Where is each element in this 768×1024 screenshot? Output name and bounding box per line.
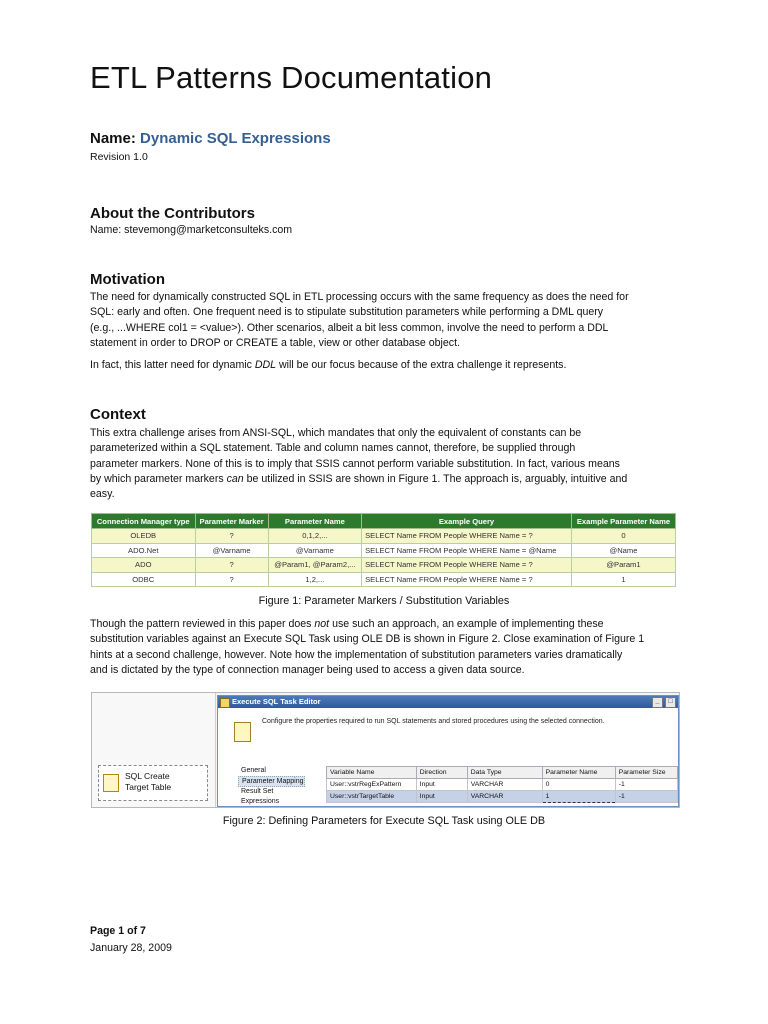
column-header: Connection Manager type <box>92 514 196 529</box>
grid-column-header[interactable]: Parameter Size <box>615 767 677 779</box>
column-header: Example Query <box>362 514 572 529</box>
table-cell: ODBC <box>92 572 196 587</box>
table-cell: ADO.Net <box>92 543 196 558</box>
figure2-caption: Figure 2: Defining Parameters for Execute SQL Task using OLE DB <box>222 815 546 827</box>
table-cell: 1 <box>571 572 675 587</box>
pattern-name: Dynamic SQL Expressions <box>140 130 331 147</box>
text-run: use such an approach, an example of implementing these <box>329 618 604 630</box>
table-cell: ? <box>195 558 268 573</box>
text-run: will be our focus because of the extra challenge it represents. <box>276 359 567 371</box>
motivation-line: (e.g., ...WHERE col1 = <value>). Other scenarios, albeit a bit less common, involve the need to perform a DDL <box>90 321 609 334</box>
contributors-heading: About the Contributors <box>90 205 255 222</box>
text-run: In fact, this latter need for dynamic <box>90 359 255 371</box>
window-buttons <box>652 697 676 708</box>
table-cell: SELECT Name FROM People WHERE Name = @Name <box>362 543 572 558</box>
motivation-line: The need for dynamically constructed SQL in ETL processing occurs with the same frequency as does the need for <box>90 291 629 303</box>
context-line: parameterized within a SQL statement. Table and column names cannot, therefore, be supplied through <box>90 442 576 455</box>
grid-cell[interactable]: 1 <box>542 791 615 803</box>
motivation-line: statement in order to DROP or CREATE a table, view or other database object. <box>90 336 460 349</box>
figure1-caption: Figure 1: Parameter Markers / Substitution Variables <box>258 595 510 607</box>
footer-date: January 28, 2009 <box>90 942 172 954</box>
sql-task-box[interactable] <box>98 765 208 801</box>
parameter-mapping-grid <box>326 766 678 803</box>
maximize-icon[interactable]: □ <box>665 697 676 708</box>
nav-item-expressions[interactable]: Expressions <box>241 797 280 805</box>
motivation-line: SQL: early and often. One frequent need is to stipulate substitution parameters while performing a DML query <box>90 306 604 319</box>
revision: Revision 1.0 <box>90 151 148 163</box>
pattern-line: and is dictated by the type of connection manager being used to access a given data source. <box>90 663 525 676</box>
nav-item-parameter-mapping[interactable]: Parameter Mapping <box>238 776 305 788</box>
table-cell: 1,2,... <box>268 572 361 587</box>
grid-cell[interactable]: Input <box>416 791 467 803</box>
dialog-app-icon <box>220 698 230 708</box>
context-line: parameter markers. None of this is to imply that SSIS cannot perform variable substitution. In fact, various means <box>90 457 620 470</box>
motivation-paragraph-1 <box>90 290 680 351</box>
execute-sql-task-screenshot <box>91 692 680 808</box>
table-cell: @Name <box>571 543 675 558</box>
table-cell: @Varname <box>195 543 268 558</box>
table-cell: 0 <box>571 529 675 544</box>
nav-item-general[interactable]: General <box>241 767 266 774</box>
sql-task-icon <box>103 774 119 792</box>
context-line: This extra challenge arises from ANSI-SQL, which mandates that only the equivalent of constants can be <box>90 427 582 439</box>
column-header: Example Parameter Name <box>571 514 675 529</box>
grid-column-header[interactable]: Parameter Name <box>542 767 615 779</box>
table-cell: ? <box>195 572 268 587</box>
context-line <box>90 472 680 487</box>
dialog-title: Execute SQL Task Editor <box>232 697 321 706</box>
pattern-name-line <box>90 130 331 147</box>
table-cell: SELECT Name FROM People WHERE Name = ? <box>362 529 572 544</box>
table-cell: SELECT Name FROM People WHERE Name = ? <box>362 572 572 587</box>
text-run: Though the pattern reviewed in this paper does <box>90 618 315 630</box>
page-number: Page 1 of 7 <box>90 925 146 937</box>
grid-cell[interactable]: -1 <box>615 779 677 791</box>
grid-cell[interactable]: 0 <box>542 779 615 791</box>
sql-task-label <box>125 771 171 793</box>
table-cell: @Param1 <box>571 558 675 573</box>
pattern-line: substitution variables against an Execute SQL Task using OLE DB is shown in Figure 2. Close examination of Figure 1 <box>90 633 645 646</box>
table-row <box>92 529 676 544</box>
motivation-heading: Motivation <box>90 271 165 288</box>
table-row <box>92 543 676 558</box>
table-row <box>92 558 676 573</box>
table-cell: ADO <box>92 558 196 573</box>
table-cell: OLEDB <box>92 529 196 544</box>
pattern-line <box>90 617 680 632</box>
context-line: easy. <box>90 488 115 501</box>
emphasis: not <box>314 618 330 630</box>
grid-cell[interactable]: User::vstrRegExPattern <box>327 779 417 791</box>
nav-item-result-set[interactable]: Result Set <box>241 788 274 795</box>
grid-row[interactable] <box>327 779 678 791</box>
task-label-line: Target Table <box>125 782 172 792</box>
minimize-icon[interactable]: _ <box>652 697 663 708</box>
context-paragraph <box>90 426 680 502</box>
task-label-line: SQL Create <box>125 771 170 781</box>
task-editor-icon <box>234 722 251 742</box>
table-cell: @Varname <box>268 543 361 558</box>
grid-cell[interactable]: VARCHAR <box>467 779 542 791</box>
context-heading: Context <box>90 406 146 423</box>
grid-column-header[interactable]: Variable Name <box>327 767 417 779</box>
column-header: Parameter Marker <box>195 514 268 529</box>
dialog-description: Configure the properties required to run SQL statements and stored procedures using the selected connection. <box>262 718 605 725</box>
grid-cell[interactable]: VARCHAR <box>467 791 542 803</box>
table-cell: ? <box>195 529 268 544</box>
grid-column-header[interactable]: Data Type <box>467 767 542 779</box>
grid-cell[interactable]: Input <box>416 779 467 791</box>
grid-header-row <box>327 767 678 779</box>
pattern-paragraph <box>90 617 680 678</box>
table-cell: @Param1, @Param2,... <box>268 558 361 573</box>
control-flow-canvas <box>92 693 216 807</box>
column-header: Parameter Name <box>268 514 361 529</box>
grid-column-header[interactable]: Direction <box>416 767 467 779</box>
pattern-line: hints at a second challenge, however. Note how the implementation of substitution parameters varies dramatically <box>90 648 623 661</box>
table-header-row <box>92 514 676 529</box>
parameter-markers-table <box>91 513 676 587</box>
grid-row[interactable] <box>327 791 678 803</box>
name-label: Name: <box>90 130 136 147</box>
text-run: by which parameter markers <box>90 472 227 485</box>
contributors-text: Name: stevemong@marketconsulteks.com <box>90 224 293 236</box>
motivation-paragraph-2 <box>90 358 680 373</box>
document-title: ETL Patterns Documentation <box>90 60 493 95</box>
table-cell: SELECT Name FROM People WHERE Name = ? <box>362 558 572 573</box>
task-editor-dialog <box>217 695 679 807</box>
emphasis: can <box>226 472 244 485</box>
table-row <box>92 572 676 587</box>
grid-cell[interactable]: -1 <box>615 791 677 803</box>
dialog-titlebar <box>218 696 678 708</box>
text-run: be utilized in SSIS are shown in Figure 1. The approach is, arguably, intuitive and <box>243 472 628 485</box>
emphasis: DDL <box>254 359 277 371</box>
editor-nav <box>238 766 305 806</box>
table-cell: 0,1,2,... <box>268 529 361 544</box>
grid-cell[interactable]: User::vstrTargetTable <box>327 791 417 803</box>
